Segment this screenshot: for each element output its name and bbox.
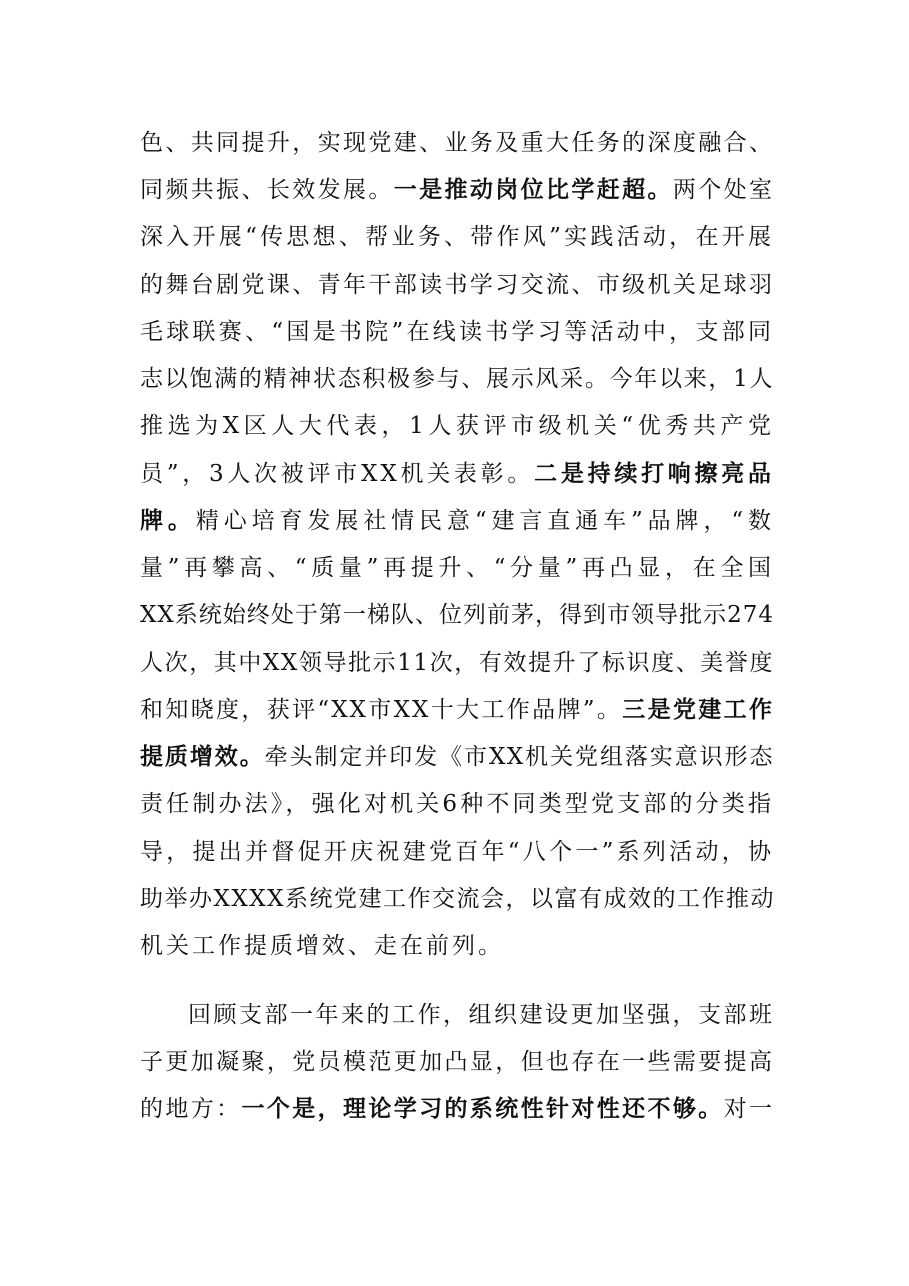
- text-line: [140, 553, 774, 583]
- text-run: 和知晓度，获评“XX市XX十大工作品牌”。: [140, 697, 623, 723]
- text-run: 员”，3人次被评市XX机关表彰。: [140, 461, 535, 487]
- text-line: [140, 742, 774, 772]
- text-line: [140, 1094, 774, 1124]
- text-line: [140, 1047, 774, 1077]
- text-line: [188, 1000, 774, 1030]
- text-line: [140, 695, 774, 725]
- text-line: [140, 270, 774, 300]
- text-run: 导，提出并督促开庆祝建党百年“八个一”系列活动，协: [140, 839, 774, 865]
- text-run: 量”再攀高、“质量”再提升、“分量”再凸显，在全国: [140, 555, 774, 581]
- text-line: [140, 411, 774, 441]
- bold-heading-run: 二是持续打响擦亮品: [534, 461, 775, 487]
- text-run: 对一: [723, 1096, 774, 1122]
- text-run: 推选为X区人大代表，1人获评市级机关“优秀共产党: [140, 413, 774, 439]
- text-run: 的舞台剧党课、青年干部读书学习交流、市级机关足球羽: [140, 272, 774, 298]
- text-line: [140, 175, 774, 205]
- text-line: [140, 506, 774, 536]
- text-run: 志以饱满的精神状态积极参与、展示风采。今年以来，1人: [140, 366, 774, 392]
- text-line: [140, 222, 774, 252]
- text-line: [140, 128, 774, 158]
- bold-heading-run: 一个是，理论学习的系统性针对性还不够。: [241, 1096, 724, 1122]
- bold-heading-run: 牌。: [140, 508, 196, 534]
- bold-heading-run: 一是推动岗位比学赶超。: [393, 177, 673, 203]
- bold-heading-run: 三是党建工作: [622, 697, 775, 723]
- text-line: [140, 364, 774, 394]
- text-run: 责任制办法》，强化对机关6种不同类型党支部的分类指: [140, 791, 774, 817]
- text-run: 的地方：: [140, 1096, 242, 1122]
- text-line: [140, 884, 774, 914]
- text-run: 精心培育发展社情民意“建言直通车”品牌，“数: [195, 508, 775, 534]
- text-run: XX系统始终处于第一梯队、位列前茅，得到市领导批示274: [140, 602, 774, 628]
- text-line: [140, 931, 504, 961]
- text-run: 毛球联赛、“国是书院”在线读书学习等活动中，支部同: [140, 319, 774, 345]
- text-run: 人次，其中XX领导批示11次，有效提升了标识度、美誉度: [140, 650, 774, 676]
- text-line: [140, 837, 774, 867]
- text-run: 牵头制定并印发《市XX机关党组落实意识形态: [264, 744, 775, 770]
- bold-heading-run: 提质增效。: [140, 744, 265, 770]
- text-run: 同频共振、长效发展。: [140, 177, 394, 203]
- text-run: 两个处室: [672, 177, 774, 203]
- text-run: 助举办XXXX系统党建工作交流会，以富有成效的工作推动: [140, 886, 775, 912]
- text-run: 机关工作提质增效、走在前列。: [140, 933, 504, 959]
- text-run: 色、共同提升，实现党建、业务及重大任务的深度融合、: [140, 130, 774, 156]
- text-line: [140, 789, 774, 819]
- text-run: 子更加凝聚，党员模范更加凸显，但也存在一些需要提高: [140, 1049, 774, 1075]
- text-line: [140, 459, 774, 489]
- text-line: [140, 648, 774, 678]
- text-line: [140, 600, 774, 630]
- text-line: [140, 317, 774, 347]
- text-run: 深入开展“传思想、帮业务、带作风”实践活动，在开展: [140, 224, 774, 250]
- text-run: 回顾支部一年来的工作，组织建设更加坚强，支部班: [188, 1002, 775, 1028]
